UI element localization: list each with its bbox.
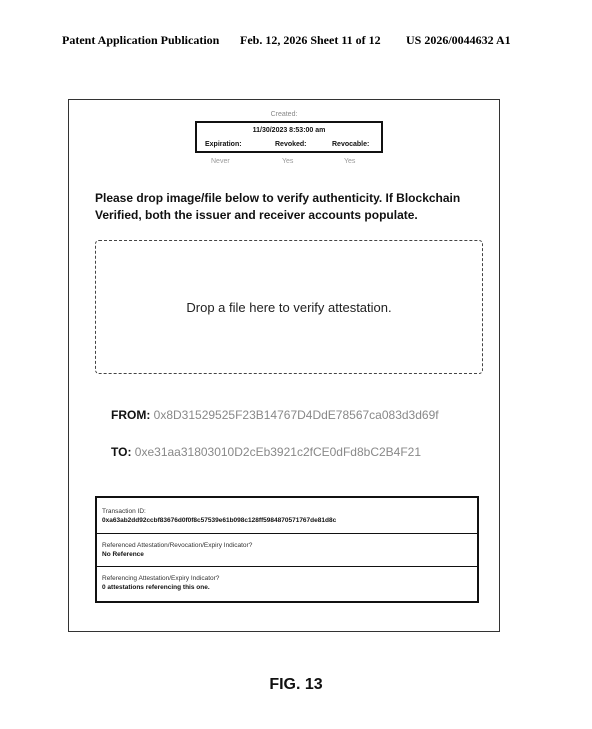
referencing-attestation-value: 0 attestations referencing this one. — [102, 584, 210, 591]
attestation-status-box — [195, 121, 383, 153]
transaction-id-value: 0xa63ab2dd92ccbf83676d0f0f8c57539e61b098c128ff5984870571767de81d8c — [102, 517, 337, 524]
transaction-id-label: Transaction ID: — [102, 508, 146, 515]
transaction-details-table — [95, 496, 479, 603]
referenced-attestation-cell — [97, 534, 477, 567]
figure-label: FIG. 13 — [269, 676, 323, 693]
referenced-attestation-value: No Reference — [102, 551, 144, 558]
verify-instructions: Please drop image/file below to verify authenticity. If Blockchain Verified, both the issuer and receiver accounts populate. — [95, 191, 461, 222]
from-account-row — [111, 408, 439, 422]
created-value: 11/30/2023 8:53:00 am — [252, 127, 326, 134]
drop-zone-text: Drop a file here to verify attestation. — [186, 299, 392, 315]
revoked-value: Yes — [282, 158, 294, 165]
referencing-attestation-label: Referencing Attestation/Expiry Indicator? — [102, 575, 220, 582]
referenced-attestation-label: Referenced Attestation/Revocation/Expiry Indicator? — [102, 542, 253, 549]
revocable-label: Revocable: — [332, 141, 370, 148]
file-drop-zone[interactable] — [95, 240, 483, 374]
referencing-attestation-cell — [97, 567, 477, 601]
created-label: Created: — [270, 111, 298, 118]
revocable-value: Yes — [344, 158, 356, 165]
to-label: TO: — [111, 445, 132, 459]
publication-number: US 2026/0044632 A1 — [406, 33, 511, 47]
to-address: 0xe31aa31803010D2cEb3921c2fCE0dFd8bC2B4F21 — [134, 445, 422, 459]
expiration-value: Never — [211, 158, 230, 165]
transaction-id-cell — [97, 498, 477, 534]
to-account-row — [111, 445, 421, 459]
publication-title: Patent Application Publication — [62, 33, 220, 47]
publication-date-sheet: Feb. 12, 2026 Sheet 11 of 12 — [240, 33, 381, 47]
from-address: 0x8D31529525F23B14767D4DdE78567ca083d3d69f — [153, 408, 439, 422]
expiration-label: Expiration: — [205, 141, 242, 148]
from-label: FROM: — [111, 408, 151, 422]
verification-screen — [68, 99, 500, 632]
revoked-label: Revoked: — [275, 141, 307, 148]
